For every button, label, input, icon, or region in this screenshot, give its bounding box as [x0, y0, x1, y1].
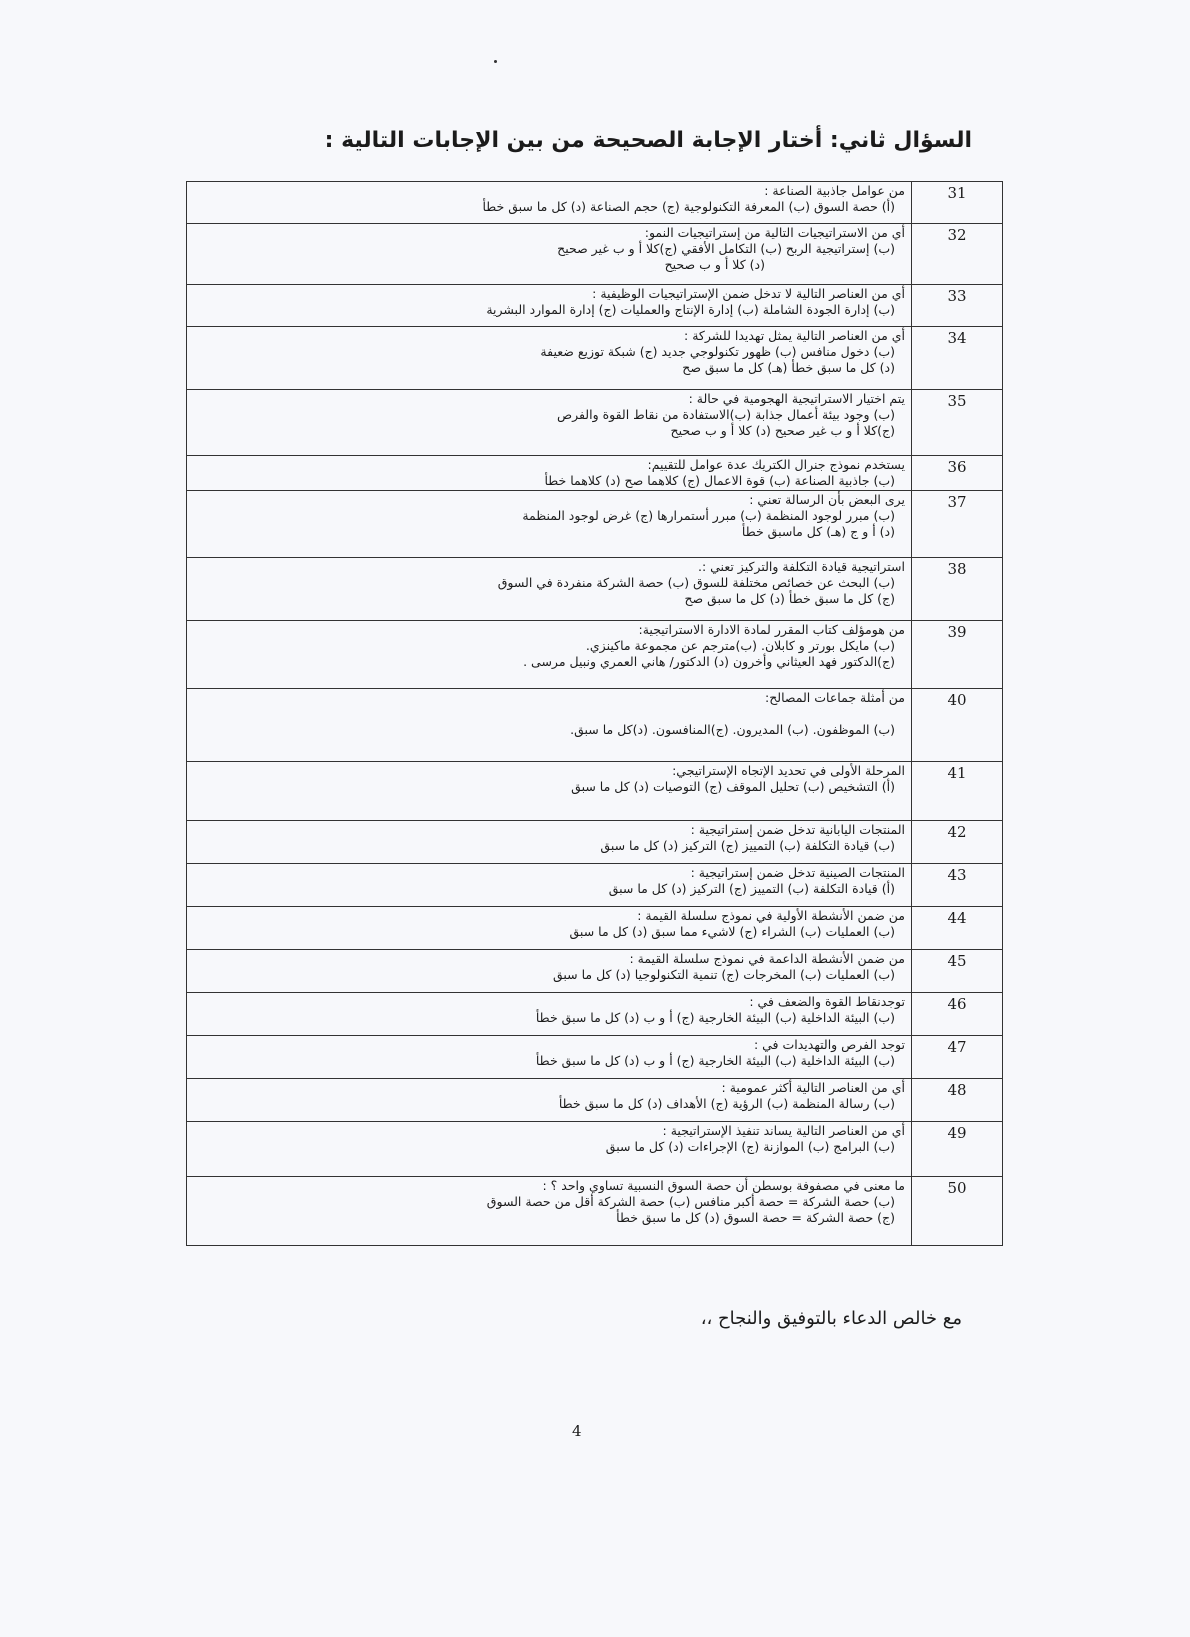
question-number: 37	[912, 491, 1003, 558]
question-number: 48	[912, 1079, 1003, 1122]
question-row	[187, 1122, 1003, 1177]
answer-options: (ج)الدكتور فهد العيثاني وأخرون (د) الدكتور/ هاني العمري ونبيل مرسى .	[523, 654, 895, 669]
question-row	[187, 689, 1003, 762]
section-heading: السؤال ثاني: أختار الإجابة الصحيحة من بين الإجابات التالية :	[324, 128, 972, 153]
answer-options	[191, 706, 905, 722]
question-text: توجد الفرص والتهديدات في :	[753, 1037, 905, 1052]
question-cell	[187, 864, 912, 907]
answer-options: (ج) كل ما سبق خطأ (د) كل ما سبق صح	[684, 591, 895, 606]
page-number: 4	[572, 1422, 582, 1440]
answer-options: (ب) حصة الشركة = حصة أكبر منافس (ب) حصة الشركة أقل من حصة السوق	[486, 1194, 895, 1209]
question-row	[187, 907, 1003, 950]
question-cell	[187, 558, 912, 621]
question-text: استراتيجية قيادة التكلفة والتركيز تعني :.	[697, 559, 905, 574]
answer-options: (ب) العمليات (ب) الشراء (ج) لاشيء مما سبق (د) كل ما سبق	[569, 924, 895, 939]
question-cell	[187, 1177, 912, 1246]
answer-options: (ب) قيادة التكلفة (ب) التمييز (ج) التركيز (د) كل ما سبق	[600, 838, 895, 853]
question-cell	[187, 390, 912, 456]
answer-options: (ب) البيئة الداخلية (ب) البيئة الخارجية (ج) أ و ب (د) كل ما سبق خطأ	[535, 1053, 895, 1068]
question-number: 39	[912, 621, 1003, 689]
answer-options: (د) كل ما سبق خطأ (هـ) كل ما سبق صح	[682, 360, 895, 375]
question-cell	[187, 456, 912, 491]
question-row	[187, 327, 1003, 390]
question-number: 49	[912, 1122, 1003, 1177]
question-text: من ضمن الأنشطة الداعمة في نموذج سلسلة القيمة :	[629, 951, 905, 966]
questions-table	[186, 181, 1003, 1246]
question-number: 47	[912, 1036, 1003, 1079]
question-cell	[187, 907, 912, 950]
question-number: 33	[912, 285, 1003, 327]
answer-options: (ب) الموظفون. (ب) المديرون. (ج)المنافسون. (د)كل ما سبق.	[570, 722, 895, 737]
question-number: 43	[912, 864, 1003, 907]
answer-options: (ج)كلا أ و ب غير صحيح (د) كلا أ و ب صحيح	[670, 423, 895, 438]
answer-options: (ب) مبرر لوجود المنظمة (ب) مبرر أستمرارها (ج) غرض لوجود المنظمة	[522, 508, 895, 523]
answer-options: (أ) قيادة التكلفة (ب) التمييز (ج) التركيز (د) كل ما سبق	[608, 881, 895, 896]
answer-options: (ب) البحث عن خصائص مختلفة للسوق (ب) حصة الشركة منفردة في السوق	[497, 575, 895, 590]
question-number: 41	[912, 762, 1003, 821]
question-row	[187, 224, 1003, 285]
question-text: أي من الاستراتيجيات التالية من إستراتيجيات النمو:	[644, 225, 905, 240]
question-cell	[187, 327, 912, 390]
question-text: أي من العناصر التالية أكثر عمومية :	[721, 1080, 905, 1095]
question-cell	[187, 993, 912, 1036]
answer-options: (أ) حصة السوق (ب) المعرفة التكنولوجية (ج) حجم الصناعة (د) كل ما سبق خطأ	[482, 199, 895, 214]
question-text: يرى البعض بأن الرسالة تعني :	[749, 492, 905, 507]
question-row	[187, 390, 1003, 456]
question-text: المرحلة الأولى في تحديد الإتجاه الإستراتيجي:	[672, 763, 905, 778]
question-number: 36	[912, 456, 1003, 491]
answer-options: (ب) البيئة الداخلية (ب) البيئة الخارجية (ج) أ و ب (د) كل ما سبق خطأ	[535, 1010, 895, 1025]
question-cell	[187, 1122, 912, 1177]
question-cell	[187, 621, 912, 689]
answer-options: (ب) إدارة الجودة الشاملة (ب) إدارة الإنتاج والعمليات (ج) إدارة الموارد البشرية	[486, 302, 895, 317]
scan-speck	[494, 60, 497, 63]
question-row	[187, 491, 1003, 558]
question-cell	[187, 689, 912, 762]
question-row	[187, 621, 1003, 689]
question-text: أي من العناصر التالية يمثل تهديدا للشركة :	[684, 328, 905, 343]
question-text: من هومؤلف كتاب المقرر لمادة الادارة الاستراتيجية:	[638, 622, 905, 637]
question-text: توجدنقاط القوة والضعف في :	[749, 994, 905, 1009]
question-cell	[187, 1079, 912, 1122]
question-number: 50	[912, 1177, 1003, 1246]
question-row	[187, 762, 1003, 821]
question-number: 32	[912, 224, 1003, 285]
answer-options: (د) كلا أ و ب صحيح	[664, 257, 765, 272]
question-number: 44	[912, 907, 1003, 950]
question-cell	[187, 491, 912, 558]
answer-options: (ب) رسالة المنظمة (ب) الرؤية (ج) الأهداف (د) كل ما سبق خطأ	[558, 1096, 895, 1111]
question-row	[187, 1036, 1003, 1079]
answer-options: (ب) وجود بيئة أعمال جذابة (ب)الاستفادة من نقاط القوة والفرص	[556, 407, 895, 422]
answer-options: (ب) دخول منافس (ب) ظهور تكنولوجي جديد (ج) شبكة توزيع ضعيفة	[540, 344, 895, 359]
question-number: 31	[912, 182, 1003, 224]
question-row	[187, 1079, 1003, 1122]
question-cell	[187, 821, 912, 864]
question-text: من أمثلة جماعات المصالح:	[765, 690, 905, 705]
answer-options: (ب) مايكل بورتر و كابلان. (ب)مترجم عن مجموعة ماكينزي.	[585, 638, 895, 653]
question-cell	[187, 285, 912, 327]
question-cell	[187, 182, 912, 224]
question-number: 42	[912, 821, 1003, 864]
question-row	[187, 558, 1003, 621]
answer-options: (ب) البرامج (ب) الموازنة (ج) الإجراءات (د) كل ما سبق	[605, 1139, 895, 1154]
question-text: ما معنى في مصفوفة بوسطن أن حصة السوق النسبية تساوي واحد ؟ :	[542, 1178, 905, 1193]
question-text: يستخدم نموذج جنرال الكتريك عدة عوامل للتقييم:	[647, 457, 905, 472]
answer-options: (ب) إستراتيجية الربح (ب) التكامل الأفقي (ج)كلا أ و ب غير صحيح	[557, 241, 895, 256]
question-cell	[187, 1036, 912, 1079]
question-number: 40	[912, 689, 1003, 762]
question-row	[187, 182, 1003, 224]
question-text: من ضمن الأنشطة الأولية في نموذج سلسلة القيمة :	[637, 908, 905, 923]
question-number: 38	[912, 558, 1003, 621]
answer-options: (د) أ و ج (هـ) كل ماسبق خطأ	[741, 524, 895, 539]
questions-table-body	[187, 182, 1003, 1246]
question-cell	[187, 762, 912, 821]
question-text: المنتجات اليابانية تدخل ضمن إستراتيجية :	[690, 822, 905, 837]
question-row	[187, 285, 1003, 327]
closing-line: مع خالص الدعاء بالتوفيق والنجاح ،،	[700, 1308, 962, 1329]
question-row	[187, 993, 1003, 1036]
question-text: أي من العناصر التالية يساند تنفيذ الإستراتيجية :	[662, 1123, 905, 1138]
question-number: 35	[912, 390, 1003, 456]
answer-options: (أ) التشخيص (ب) تحليل الموقف (ج) التوصيات (د) كل ما سبق	[571, 779, 895, 794]
question-text: من عوامل جاذبية الصناعة :	[764, 183, 905, 198]
question-row	[187, 864, 1003, 907]
question-number: 46	[912, 993, 1003, 1036]
question-number: 45	[912, 950, 1003, 993]
answer-options: (ب) العمليات (ب) المخرجات (ج) تنمية التكنولوجيا (د) كل ما سبق	[552, 967, 895, 982]
question-text: يتم اختيار الاستراتيجية الهجومية في حالة :	[688, 391, 905, 406]
question-row	[187, 1177, 1003, 1246]
question-cell	[187, 950, 912, 993]
question-row	[187, 950, 1003, 993]
question-row	[187, 821, 1003, 864]
question-number: 34	[912, 327, 1003, 390]
question-row	[187, 456, 1003, 491]
question-cell	[187, 224, 912, 285]
question-text: المنتجات الصينية تدخل ضمن إستراتيجية :	[690, 865, 905, 880]
question-text: أي من العناصر التالية لا تدخل ضمن الإستراتيجيات الوظيفية :	[592, 286, 905, 301]
answer-options: (ج) حصة الشركة = حصة السوق (د) كل ما سبق خطأ	[616, 1210, 895, 1225]
answer-options: (ب) جاذبية الصناعة (ب) قوة الاعمال (ج) كلاهما صح (د) كلاهما خطأ	[544, 473, 895, 488]
